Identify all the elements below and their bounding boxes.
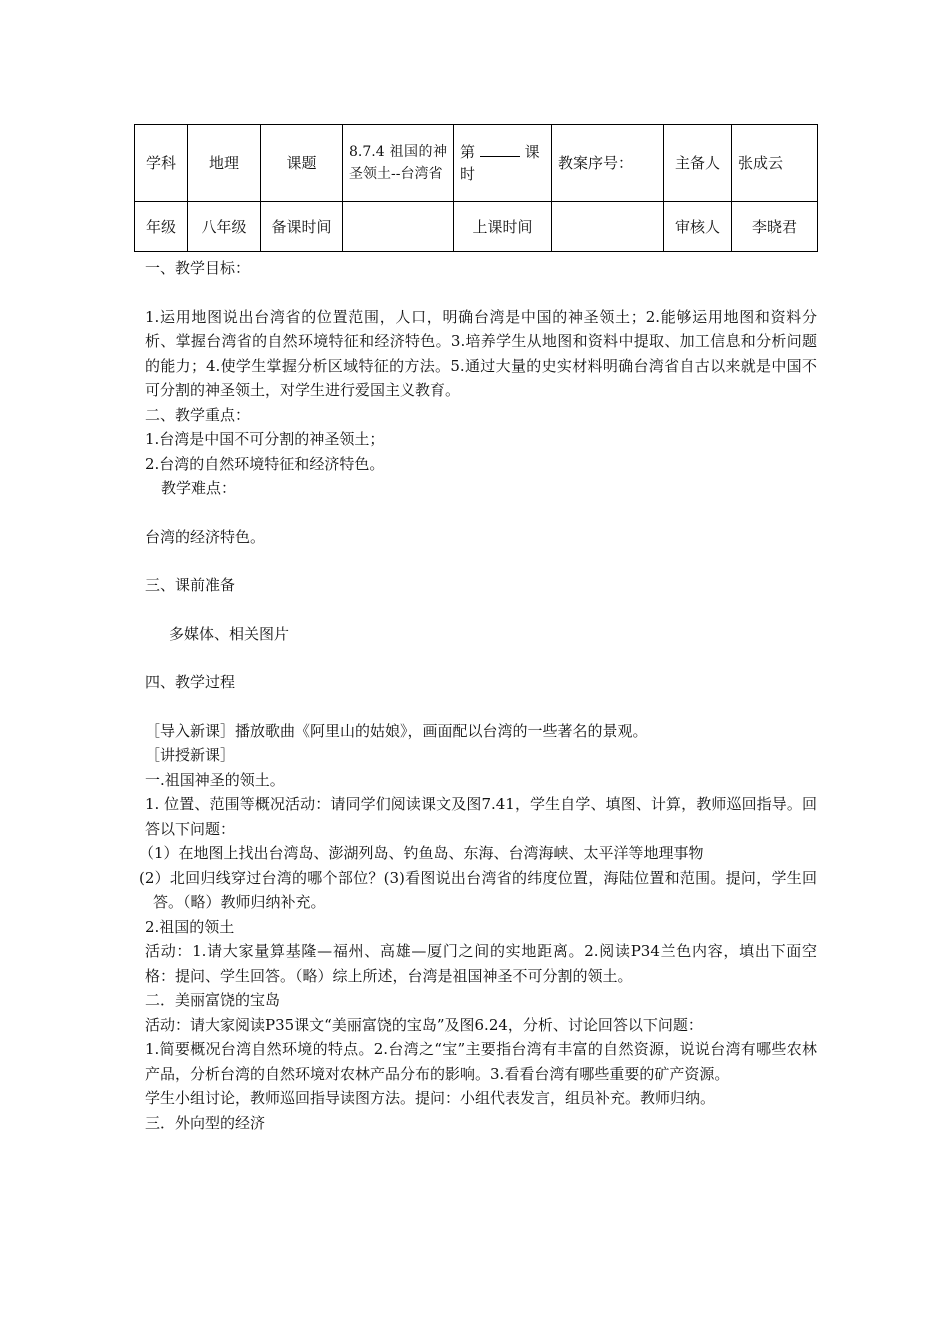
spacer [145, 501, 817, 525]
grade-label: 年级 [135, 202, 188, 252]
author-value: 张成云 [732, 125, 818, 202]
key-point-item: 1.台湾是中国不可分割的神圣领土； [145, 430, 385, 448]
key-points-heading: 二、教学重点： [145, 405, 251, 424]
reviewer-label: 审核人 [664, 202, 732, 252]
lesson-number-blank [480, 142, 520, 157]
key-point-item: 2.台湾的自然环境特征和经济特色。 [145, 454, 385, 473]
difficulty-heading: 教学难点： [161, 479, 237, 497]
author-label: 主备人 [664, 125, 732, 202]
reviewer-value: 李晓君 [732, 202, 818, 252]
section-paragraph: 活动：1.请大家量算基隆—福州、高雄—厦门之间的实地距离。2.阅读P34兰色内容，填出下面空格：提问、学生回答。（略）综上所述，台湾是祖国神圣不可分割的领土。 [145, 942, 817, 985]
topic-value: 8.7.4 祖国的神圣领土--台湾省 [343, 125, 454, 202]
question-item: (2）北回归线穿过台湾的哪个部位？(3)看图说出台湾省的纬度位置，海陆位置和范围。提问，学生回答。（略）教师归纳补充。 [139, 868, 817, 911]
section-paragraph: 1.简要概况台湾自然环境的特点。2.台湾之“宝”主要指台湾有丰富的自然资源，说说台湾有哪些农林产品，分析台湾的自然环境对农林产品分布的影响。3.看看台湾有哪些重要的矿产资源。 [145, 1040, 817, 1083]
lesson-suffix: 课时 [460, 143, 540, 183]
lesson-info-table [134, 124, 818, 252]
spacer [145, 281, 817, 305]
lesson-prefix: 第 [460, 143, 476, 161]
section-paragraph: 活动：请大家阅读P35课文“美丽富饶的宝岛”及图6.24，分析、讨论回答以下问题： [145, 1015, 703, 1034]
lesson-plan-body [139, 256, 817, 1135]
spacer [145, 646, 817, 670]
difficulty-text: 台湾的经济特色。 [145, 527, 266, 546]
section-heading: 二．美丽富饶的宝岛 [145, 991, 281, 1009]
subsection-title: 2.祖国的领土 [145, 917, 235, 936]
prep-text: 多媒体、相关图片 [169, 624, 290, 643]
objectives-text: 1.运用地图说出台湾省的位置范围，人口，明确台湾是中国的神圣领土；2.能够运用地图和资料分析、掌握台湾省的自然环境特征和经济特色。3.培养学生从地图和资料中提取、加工信息和分析问题的能力；4.使学生掌握分析区域特征的方法。5.通过大量的史实材料明确台湾省自古以来就是中国不可分割的神圣领土，对学生进行爱国主义教育。 [145, 307, 817, 399]
lecture-step: ［讲授新课］ [145, 746, 236, 764]
subject-value: 地理 [188, 125, 261, 202]
section-paragraph: 1. 位置、范围等概况活动：请同学们阅读课文及图7.41，学生自学、填图、计算，教师巡回指导。回答以下问题： [145, 795, 817, 838]
prep-time-value [343, 202, 454, 252]
grade-value: 八年级 [188, 202, 261, 252]
intro-step: ［导入新课］播放歌曲《阿里山的姑娘》，画面配以台湾的一些著名的景观。 [145, 721, 648, 740]
lesson-number-cell [454, 125, 552, 202]
table-row [135, 202, 818, 252]
objectives-heading: 一、教学目标： [145, 259, 251, 277]
process-heading: 四、教学过程 [145, 673, 236, 691]
table-row [135, 125, 818, 202]
section-heading: 三．外向型的经济 [145, 1113, 266, 1132]
class-time-label: 上课时间 [454, 202, 552, 252]
spacer [145, 695, 817, 719]
section-heading: 一.祖国神圣的领土。 [145, 770, 285, 789]
plan-number-label: 教案序号： [552, 125, 664, 202]
question-item: （1）在地图上找出台湾岛、澎湖列岛、钓鱼岛、东海、台湾海峡、太平洋等地理事物 [139, 844, 704, 862]
section-paragraph: 学生小组讨论，教师巡回指导读图方法。提问：小组代表发言，组员补充。教师归纳。 [145, 1089, 716, 1107]
spacer [145, 549, 817, 573]
subject-label: 学科 [135, 125, 188, 202]
prep-heading: 三、课前准备 [145, 576, 236, 594]
spacer [145, 598, 817, 622]
topic-label: 课题 [261, 125, 343, 202]
class-time-value [552, 202, 664, 252]
prep-time-label: 备课时间 [261, 202, 343, 252]
